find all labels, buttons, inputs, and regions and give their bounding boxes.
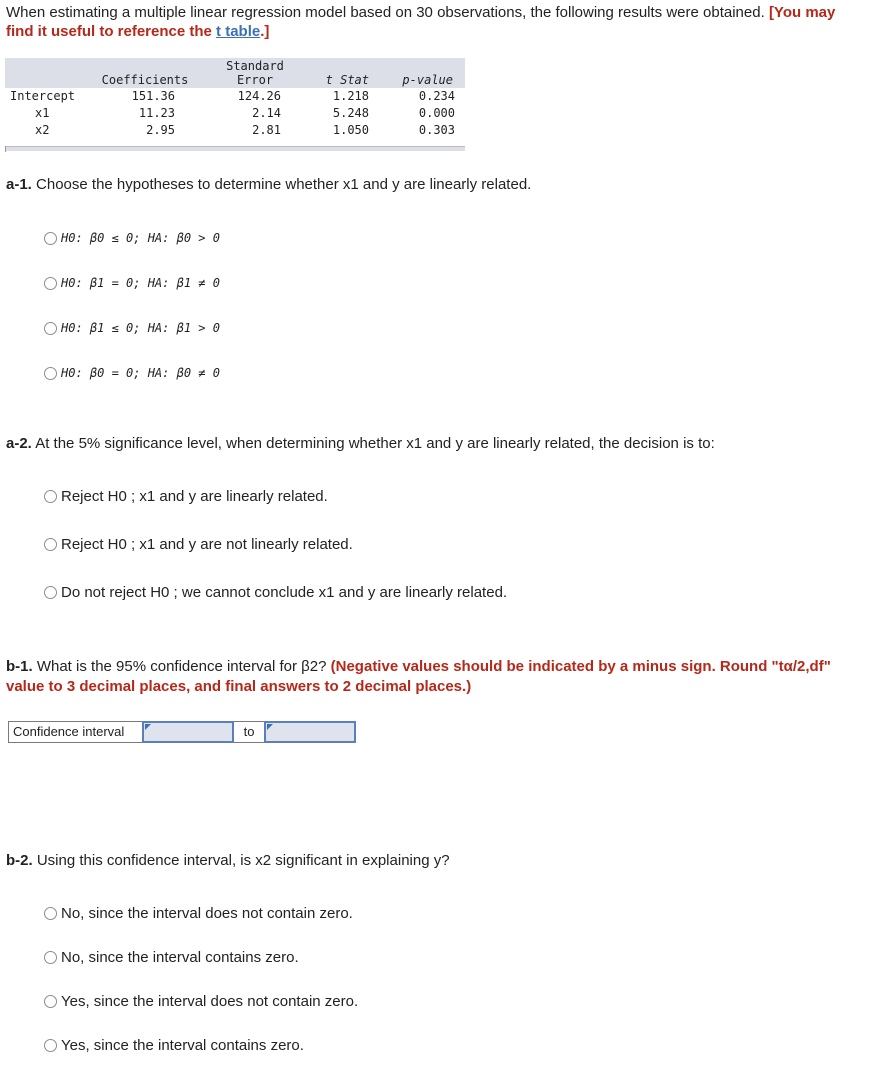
row-label: x1 [35, 106, 50, 120]
a1-option-1[interactable]: H0: β0 ≤ 0; HA: β0 > 0 [44, 231, 220, 245]
ci-upper-input[interactable] [264, 721, 356, 743]
ci-lower-input[interactable] [142, 721, 234, 743]
t-cell: 1.050 [332, 123, 369, 137]
t-table-link[interactable]: t table [216, 23, 261, 40]
question-a2: a-2. At the 5% significance level, when determining whether x1 and y are linearly related, the decision is to: [6, 435, 715, 452]
input-marker-icon [145, 724, 151, 730]
radio-button[interactable] [44, 995, 57, 1008]
intro-statement: When estimating a multiple linear regression model based on 30 observations, the following results were obtained. [6, 4, 765, 21]
radio-button[interactable] [44, 1039, 57, 1052]
radio-button[interactable] [44, 232, 57, 245]
radio-button[interactable] [44, 277, 57, 290]
header-t-stat: t Stat [325, 73, 369, 87]
t-cell: 1.218 [332, 89, 369, 103]
question-b2: b-2. Using this confidence interval, is x2 significant in explaining y? [6, 852, 450, 869]
reference-note: [You may find it useful to reference the t table.] [6, 4, 836, 40]
table-divider [5, 146, 465, 151]
b2-option-4[interactable]: Yes, since the interval contains zero. [44, 1037, 304, 1054]
header-error: Error [236, 73, 274, 87]
coef-cell: 151.36 [131, 89, 175, 103]
a2-option-1[interactable]: Reject H0 ; x1 and y are linearly related. [44, 488, 328, 505]
radio-button[interactable] [44, 322, 57, 335]
header-p-value: p-value [402, 73, 453, 87]
regression-table [5, 58, 465, 152]
header-standard: Standard [226, 59, 284, 73]
a2-option-2[interactable]: Reject H0 ; x1 and y are not linearly related. [44, 536, 353, 553]
radio-button[interactable] [44, 490, 57, 503]
se-cell: 2.81 [252, 123, 281, 137]
coef-cell: 11.23 [138, 106, 175, 120]
rounding-instruction: (Negative values should be indicated by a minus sign. Round "tα/2,df" value to 3 decimal places, and final answers to 2 decimal places.) [6, 658, 831, 695]
a1-option-4[interactable]: H0: β0 = 0; HA: β0 ≠ 0 [44, 366, 220, 380]
header-coefficients: Coefficients [101, 73, 189, 87]
se-cell: 2.14 [252, 106, 281, 120]
input-marker-icon [267, 724, 273, 730]
intro-text [6, 3, 866, 41]
question-b1: b-1. What is the 95% confidence interval for β2? (Negative values should be indicated by a minus sign. Round "tα/2,df" value to 3 decimal places, and final answers to 2 decimal places.) [6, 658, 831, 695]
b2-option-2[interactable]: No, since the interval contains zero. [44, 949, 299, 966]
row-label: Intercept [10, 89, 76, 103]
coef-cell: 2.95 [146, 123, 175, 137]
se-cell: 124.26 [237, 89, 281, 103]
a1-option-2[interactable]: H0: β1 = 0; HA: β1 ≠ 0 [44, 276, 220, 290]
radio-button[interactable] [44, 907, 57, 920]
b2-option-3[interactable]: Yes, since the interval does not contain zero. [44, 993, 358, 1010]
p-cell: 0.000 [418, 106, 455, 120]
question-a1: a-1. Choose the hypotheses to determine whether x1 and y are linearly related. [6, 176, 532, 193]
b2-option-1[interactable]: No, since the interval does not contain zero. [44, 905, 353, 922]
radio-button[interactable] [44, 367, 57, 380]
t-cell: 5.248 [332, 106, 369, 120]
p-cell: 0.234 [418, 89, 455, 103]
radio-button[interactable] [44, 586, 57, 599]
a1-option-3[interactable]: H0: β1 ≤ 0; HA: β1 > 0 [44, 321, 220, 335]
radio-button[interactable] [44, 538, 57, 551]
p-cell: 0.303 [418, 123, 455, 137]
row-label: x2 [35, 123, 50, 137]
ci-to-label: to [234, 721, 264, 743]
a2-option-3[interactable]: Do not reject H0 ; we cannot conclude x1 and y are linearly related. [44, 584, 507, 601]
radio-button[interactable] [44, 951, 57, 964]
confidence-interval-label: Confidence interval [8, 721, 142, 743]
